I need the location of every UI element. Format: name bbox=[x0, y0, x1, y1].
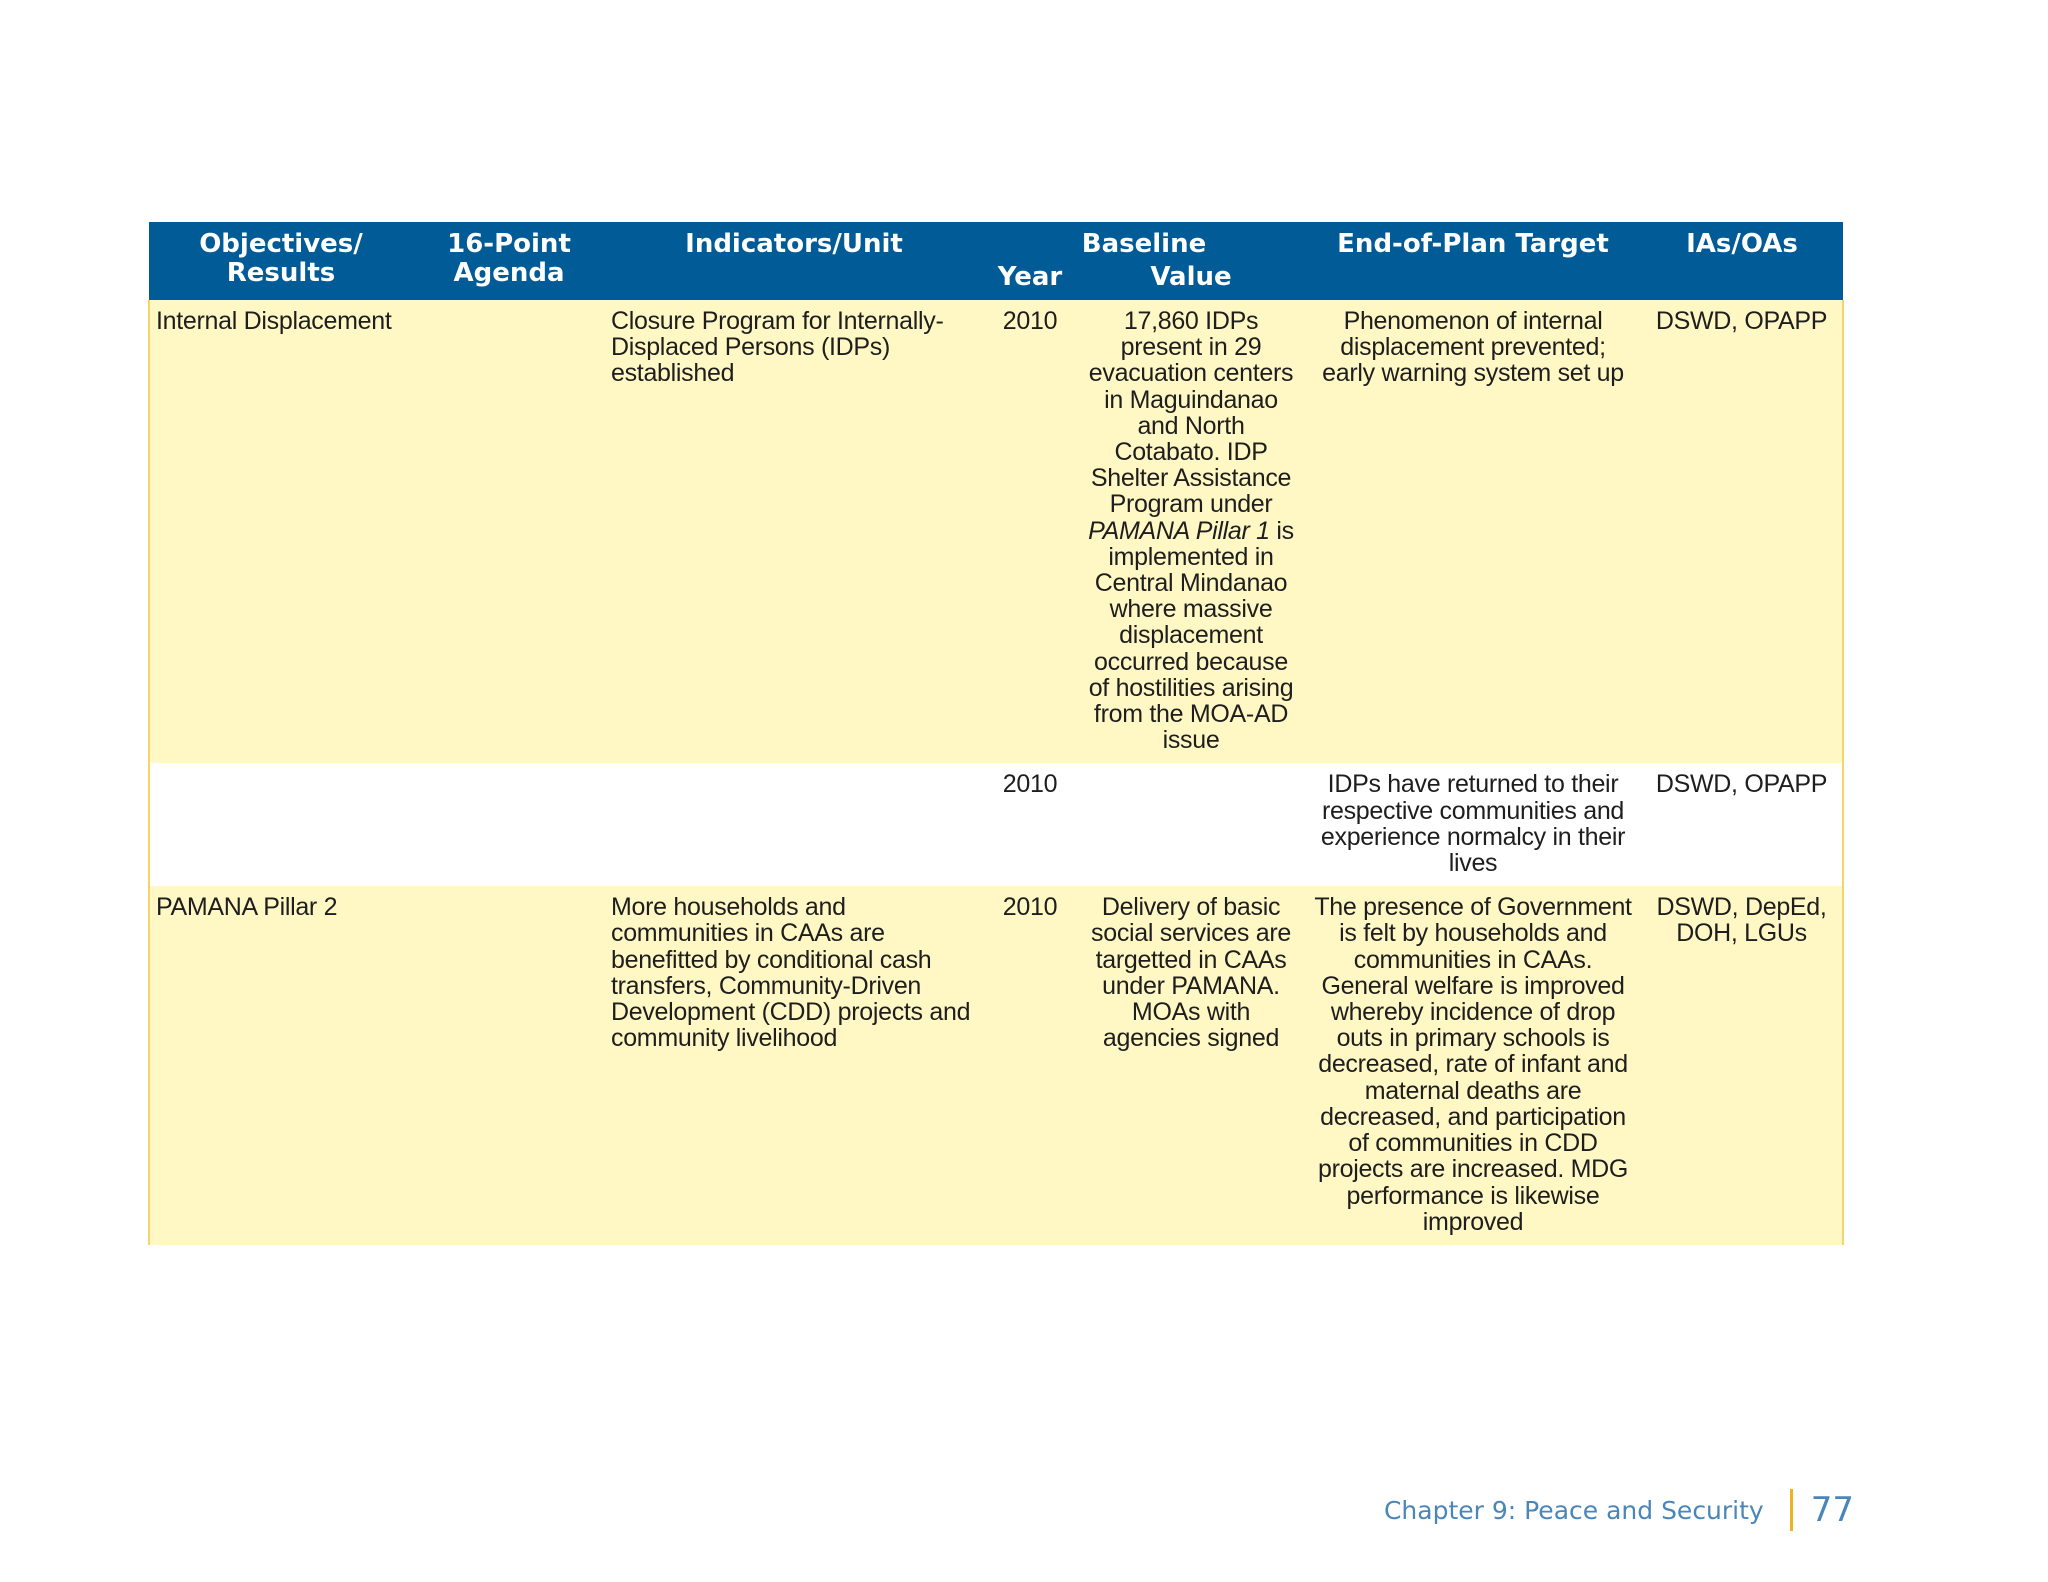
header-baseline: Baseline bbox=[983, 222, 1305, 259]
header-year: Year bbox=[983, 259, 1077, 300]
header-ias: IAs/OAs bbox=[1641, 222, 1843, 300]
cell-year: 2010 bbox=[983, 763, 1077, 886]
table-row bbox=[149, 763, 1843, 886]
cell-agenda bbox=[413, 886, 605, 1245]
cell-year: 2010 bbox=[983, 886, 1077, 1245]
cell-agenda bbox=[413, 300, 605, 763]
cell-indicator: Closure Program for Internally-Displaced Persons (IDPs) established bbox=[605, 300, 983, 763]
cell-value bbox=[1077, 763, 1305, 886]
cell-ias: DSWD, OPAPP bbox=[1641, 763, 1843, 886]
cell-value: Delivery of basic social services are targetted in CAAs under PAMANA. MOAs with agencies signed bbox=[1077, 886, 1305, 1245]
value-text-start: 17,860 IDPs present in 29 evacuation centers in Maguindanao and North Cotabato. IDP Shelter Assistance Program under bbox=[1088, 307, 1294, 519]
cell-value bbox=[1077, 300, 1305, 763]
cell-objective: PAMANA Pillar 2 bbox=[149, 886, 413, 1245]
cell-agenda bbox=[413, 763, 605, 886]
page-number: 77 bbox=[1810, 1490, 1854, 1530]
value-text-end: is implemented in Central Mindanao where massive displacement occurred because of hostilities arising from the MOA-AD issue bbox=[1088, 516, 1294, 755]
page-footer bbox=[1384, 1486, 1854, 1534]
cell-year: 2010 bbox=[983, 300, 1077, 763]
cell-ias: DSWD, DepEd, DOH, LGUs bbox=[1641, 886, 1843, 1245]
cell-objective: Internal Displacement bbox=[149, 300, 413, 763]
header-value: Value bbox=[1077, 259, 1305, 300]
chapter-title: Chapter 9: Peace and Security bbox=[1383, 1495, 1764, 1525]
cell-ias: DSWD, OPAPP bbox=[1641, 300, 1843, 763]
value-emphasis: PAMANA Pillar 1 bbox=[1088, 516, 1270, 545]
table-row bbox=[149, 300, 1843, 763]
cell-target: IDPs have returned to their respective communities and experience normalcy in their lives bbox=[1305, 763, 1641, 886]
cell-indicator: More households and communities in CAAs are benefitted by conditional cash transfers, Community-Driven Development (CDD) projects and community livelihood bbox=[605, 886, 983, 1245]
header-agenda: 16-Point Agenda bbox=[413, 222, 605, 300]
table-body bbox=[149, 300, 1843, 1245]
table-row bbox=[149, 886, 1843, 1245]
header-objectives: Objectives/ Results bbox=[149, 222, 413, 300]
results-matrix-table bbox=[148, 222, 1844, 1245]
cell-target: Phenomenon of internal displacement prevented; early warning system set up bbox=[1305, 300, 1641, 763]
header-target: End-of-Plan Target bbox=[1305, 222, 1641, 300]
header-indicators: Indicators/Unit bbox=[605, 222, 983, 300]
cell-target: The presence of Government is felt by households and communities in CAAs. General welfare is improved whereby incidence of drop outs in primary schools is decreased, rate of infant and maternal deaths are decreased, and participation of communities in CDD projects are increased. MDG performance is likewise improved bbox=[1305, 886, 1641, 1245]
cell-objective bbox=[149, 763, 413, 886]
cell-indicator bbox=[605, 763, 983, 886]
table-header bbox=[149, 222, 1843, 300]
